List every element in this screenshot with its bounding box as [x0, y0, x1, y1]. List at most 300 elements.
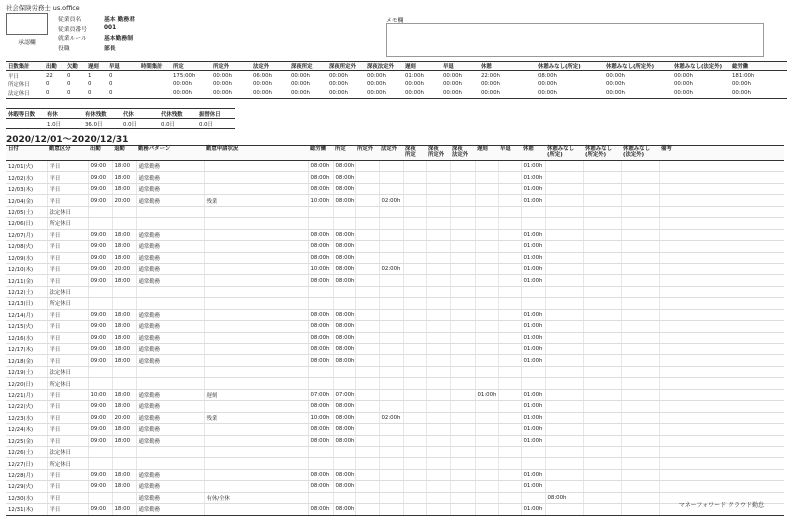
daily-cell: 09:00 [88, 401, 112, 412]
daily-cell [621, 389, 659, 400]
daily-cell: 平日 [47, 332, 88, 343]
office-name: 社会保険労務士 us.office [6, 4, 80, 12]
daily-cell [621, 355, 659, 366]
daily-cell [475, 275, 498, 286]
summary-cell: 00:00h [672, 89, 730, 98]
summary-cell: 00:00h [329, 81, 348, 88]
daily-cell [204, 446, 308, 457]
daily-cell [545, 263, 583, 274]
daily-cell [403, 206, 426, 217]
daily-cell [521, 446, 545, 457]
daily-cell [583, 183, 621, 194]
summary-cell: 22:00h [481, 72, 500, 79]
daily-cell [426, 286, 450, 297]
daily-cell: 01:00h [521, 263, 545, 274]
daily-cell [521, 378, 545, 389]
daily-cell [659, 435, 784, 446]
daily-cell: 平日 [47, 424, 88, 435]
daily-cell [498, 229, 521, 240]
daily-cell [545, 321, 583, 332]
daily-cell [475, 229, 498, 240]
daily-cell [659, 366, 784, 377]
daily-cell: 20:00 [112, 195, 136, 206]
daily-cell [403, 504, 426, 515]
daily-cell: 09:00 [88, 332, 112, 343]
daily-cell: 平日 [47, 195, 88, 206]
summary-cell: 0 [67, 72, 71, 79]
daily-cell [204, 309, 308, 320]
daily-cell: 01:00h [521, 504, 545, 515]
daily-cell: 12/24(木) [6, 424, 47, 435]
daily-cell [583, 298, 621, 309]
daily-cell [583, 309, 621, 320]
daily-cell [204, 161, 308, 172]
summary-cell: 0 [86, 89, 107, 98]
employee-number-row [55, 24, 138, 34]
daily-cell [475, 161, 498, 172]
daily-cell: 01:00h [475, 389, 498, 400]
daily-cell [426, 492, 450, 503]
daily-cell: 08:00h [308, 481, 333, 492]
daily-cell [475, 195, 498, 206]
daily-cell: 09:00 [88, 355, 112, 366]
daily-cell [498, 446, 521, 457]
summary-table [6, 61, 787, 99]
daily-cell [659, 469, 784, 480]
daily-row [6, 504, 784, 515]
daily-cell: 10:00h [308, 263, 333, 274]
daily-cell: 09:00 [88, 241, 112, 252]
daily-cell [450, 298, 475, 309]
daily-cell [545, 458, 583, 469]
daily-cell [379, 469, 403, 480]
period-title: 2020/12/01〜2020/12/31 [6, 135, 129, 145]
leave-value-cell [6, 119, 45, 129]
summary-header-cell: 時間集計 [139, 62, 171, 71]
daily-cell [355, 309, 379, 320]
daily-cell [355, 492, 379, 503]
daily-cell [583, 206, 621, 217]
daily-cell [583, 378, 621, 389]
daily-row [6, 275, 784, 286]
daily-cell: 12/28(月) [6, 469, 47, 480]
daily-cell [475, 252, 498, 263]
daily-cell [545, 481, 583, 492]
employee-name-row [55, 14, 138, 24]
daily-cell [450, 481, 475, 492]
daily-cell: 08:00h [308, 355, 333, 366]
daily-cell: 08:00h [308, 424, 333, 435]
daily-cell [426, 309, 450, 320]
summary-cell: 01:00h [405, 72, 424, 79]
daily-cell: 通常勤務 [136, 389, 204, 400]
daily-row [6, 172, 784, 183]
daily-cell: 12/31(木) [6, 504, 47, 515]
summary-header-cell: 休憩みなし(所定) [536, 62, 604, 71]
daily-cell: 09:00 [88, 172, 112, 183]
daily-cell: 18:00 [112, 355, 136, 366]
daily-cell [379, 458, 403, 469]
leave-value-cell: 0.0日 [197, 119, 235, 129]
daily-cell: 08:00h [333, 412, 355, 423]
summary-header-cell: 早退 [441, 62, 479, 71]
daily-cell [621, 172, 659, 183]
daily-cell [379, 275, 403, 286]
daily-cell [450, 183, 475, 194]
daily-cell [621, 161, 659, 172]
daily-cell [545, 412, 583, 423]
daily-cell: 12/17(木) [6, 344, 47, 355]
daily-cell [355, 241, 379, 252]
daily-cell: 18:00 [112, 424, 136, 435]
daily-cell [204, 252, 308, 263]
daily-cell: 平日 [47, 321, 88, 332]
daily-header-cell: 所定 [333, 146, 355, 161]
daily-cell [112, 206, 136, 217]
daily-cell [659, 355, 784, 366]
daily-row [6, 492, 784, 503]
daily-cell [583, 366, 621, 377]
daily-cell [426, 435, 450, 446]
summary-cell: 00:00h [211, 89, 251, 98]
daily-cell [498, 218, 521, 229]
summary-cell [139, 89, 171, 98]
daily-cell [355, 183, 379, 194]
daily-cell [450, 218, 475, 229]
daily-cell: 平日 [47, 275, 88, 286]
daily-row [6, 366, 784, 377]
daily-cell: 08:00h [333, 252, 355, 263]
daily-cell [475, 183, 498, 194]
daily-cell: 12/26(土) [6, 446, 47, 457]
daily-cell: 01:00h [521, 229, 545, 240]
daily-cell [308, 446, 333, 457]
summary-cell: 00:00h [732, 81, 751, 88]
daily-cell [659, 344, 784, 355]
daily-cell: 通常勤務 [136, 321, 204, 332]
daily-row [6, 481, 784, 492]
daily-cell [583, 424, 621, 435]
daily-cell: 12/30(水) [6, 492, 47, 503]
summary-cell: 00:00h [403, 89, 441, 98]
daily-cell [204, 378, 308, 389]
daily-cell [621, 435, 659, 446]
daily-cell [450, 229, 475, 240]
daily-cell [621, 218, 659, 229]
daily-cell [379, 344, 403, 355]
leave-value-cell: 36.0日 [83, 119, 121, 129]
summary-cell: 0 [109, 81, 113, 88]
daily-cell [621, 481, 659, 492]
summary-header-row [6, 62, 787, 71]
daily-cell: 20:00 [112, 412, 136, 423]
leave-header-row [6, 109, 235, 119]
daily-cell [403, 275, 426, 286]
daily-row [6, 298, 784, 309]
daily-cell: 18:00 [112, 252, 136, 263]
daily-cell: 02:00h [379, 195, 403, 206]
daily-cell [204, 298, 308, 309]
daily-cell [426, 195, 450, 206]
daily-cell [204, 263, 308, 274]
daily-cell [545, 504, 583, 515]
daily-cell [403, 389, 426, 400]
daily-cell [355, 355, 379, 366]
daily-cell [308, 492, 333, 503]
work-rule-row [55, 33, 138, 43]
daily-cell: 08:00h [333, 172, 355, 183]
daily-cell [403, 458, 426, 469]
daily-cell [621, 206, 659, 217]
daily-cell: 平日 [47, 172, 88, 183]
daily-cell: 01:00h [521, 241, 545, 252]
daily-cell [498, 504, 521, 515]
daily-cell: 通常勤務 [136, 241, 204, 252]
daily-cell: 平日 [47, 389, 88, 400]
daily-cell [545, 309, 583, 320]
daily-cell [450, 172, 475, 183]
daily-cell [659, 298, 784, 309]
daily-cell [112, 458, 136, 469]
summary-header-cell: 深夜法定外 [365, 62, 403, 71]
summary-cell: 0 [109, 72, 113, 79]
daily-cell [450, 355, 475, 366]
daily-cell [521, 366, 545, 377]
daily-cell: 12/22(火) [6, 401, 47, 412]
daily-cell [475, 172, 498, 183]
info-value: 001 [104, 25, 117, 32]
daily-cell: 08:00h [333, 344, 355, 355]
daily-cell: 通常勤務 [136, 492, 204, 503]
daily-cell [583, 469, 621, 480]
daily-cell: 通常勤務 [136, 275, 204, 286]
summary-cell: 00:00h [405, 81, 424, 88]
daily-row [6, 241, 784, 252]
daily-cell [379, 321, 403, 332]
daily-cell [583, 355, 621, 366]
daily-cell [498, 366, 521, 377]
daily-cell [545, 229, 583, 240]
daily-cell [450, 195, 475, 206]
daily-cell [621, 401, 659, 412]
daily-cell: 08:00h [308, 183, 333, 194]
daily-cell: 18:00 [112, 275, 136, 286]
daily-cell: 18:00 [112, 481, 136, 492]
daily-cell [621, 412, 659, 423]
daily-cell [475, 355, 498, 366]
daily-cell [659, 401, 784, 412]
daily-cell [659, 241, 784, 252]
daily-cell: 12/14(月) [6, 309, 47, 320]
daily-row [6, 344, 784, 355]
daily-cell [308, 378, 333, 389]
daily-cell [659, 229, 784, 240]
daily-cell: 12/10(木) [6, 263, 47, 274]
daily-cell [545, 332, 583, 343]
daily-cell: 09:00 [88, 183, 112, 194]
daily-cell [659, 321, 784, 332]
daily-cell [621, 424, 659, 435]
daily-cell [498, 492, 521, 503]
daily-cell [659, 263, 784, 274]
summary-cell: 00:00h [253, 81, 272, 88]
daily-row [6, 309, 784, 320]
daily-cell [475, 286, 498, 297]
daily-cell [355, 435, 379, 446]
daily-cell [545, 469, 583, 480]
daily-cell [545, 446, 583, 457]
daily-header-cell: 所定外 [355, 146, 379, 161]
daily-cell [403, 378, 426, 389]
daily-row [6, 286, 784, 297]
summary-cell: 00:00h [251, 89, 289, 98]
daily-cell: 08:00h [333, 275, 355, 286]
daily-cell: 08:00h [333, 263, 355, 274]
daily-cell [621, 344, 659, 355]
daily-cell: 平日 [47, 183, 88, 194]
daily-cell: 12/05(土) [6, 206, 47, 217]
daily-cell: 01:00h [521, 481, 545, 492]
daily-cell [621, 241, 659, 252]
daily-cell: 08:00h [333, 435, 355, 446]
approval-label: 承認欄 [18, 40, 36, 46]
daily-cell: 10:00h [308, 412, 333, 423]
daily-cell [136, 206, 204, 217]
daily-cell [403, 218, 426, 229]
daily-cell: 08:00h [308, 435, 333, 446]
daily-cell [403, 412, 426, 423]
daily-cell [403, 286, 426, 297]
daily-cell: 18:00 [112, 435, 136, 446]
daily-cell: 01:00h [521, 321, 545, 332]
daily-cell: 12/19(土) [6, 366, 47, 377]
daily-cell [621, 298, 659, 309]
daily-cell: 12/15(火) [6, 321, 47, 332]
leave-value-cell: 1.0日 [45, 119, 83, 129]
daily-header-cell: 深夜 所定外 [426, 146, 450, 161]
daily-cell [426, 183, 450, 194]
daily-cell [355, 378, 379, 389]
daily-cell: 01:00h [521, 412, 545, 423]
daily-cell [521, 458, 545, 469]
daily-row [6, 206, 784, 217]
daily-row [6, 446, 784, 457]
daily-cell [498, 401, 521, 412]
daily-header-cell: 深夜 所定 [403, 146, 426, 161]
daily-cell [88, 378, 112, 389]
daily-cell: 01:00h [521, 275, 545, 286]
daily-cell [621, 469, 659, 480]
daily-cell [583, 172, 621, 183]
daily-cell [379, 446, 403, 457]
daily-cell [450, 504, 475, 515]
daily-cell [475, 344, 498, 355]
daily-cell [659, 275, 784, 286]
daily-cell [521, 286, 545, 297]
daily-cell [621, 378, 659, 389]
daily-cell [136, 446, 204, 457]
daily-cell [545, 378, 583, 389]
daily-cell [379, 183, 403, 194]
daily-cell: 残業 [204, 412, 308, 423]
daily-cell [450, 366, 475, 377]
daily-cell [450, 492, 475, 503]
daily-cell: 通常勤務 [136, 412, 204, 423]
daily-row [6, 252, 784, 263]
daily-cell [88, 298, 112, 309]
daily-header-cell: 早退 [498, 146, 521, 161]
daily-cell [333, 298, 355, 309]
daily-cell [355, 275, 379, 286]
daily-cell: 08:00h [333, 424, 355, 435]
daily-cell [659, 252, 784, 263]
daily-cell [355, 218, 379, 229]
daily-cell: 01:00h [521, 161, 545, 172]
daily-cell: 08:00h [308, 275, 333, 286]
daily-cell: 01:00h [521, 435, 545, 446]
daily-cell [426, 458, 450, 469]
position-row [55, 43, 138, 53]
daily-cell [583, 275, 621, 286]
daily-cell [450, 241, 475, 252]
summary-cell: 所定休日 [8, 82, 30, 89]
daily-cell [204, 332, 308, 343]
daily-cell [621, 195, 659, 206]
daily-cell: 08:00h [308, 344, 333, 355]
daily-cell [583, 389, 621, 400]
daily-cell [403, 401, 426, 412]
daily-cell [545, 401, 583, 412]
daily-cell [379, 298, 403, 309]
daily-cell: 12/07(月) [6, 229, 47, 240]
daily-cell: 18:00 [112, 389, 136, 400]
daily-cell [498, 424, 521, 435]
daily-cell [204, 435, 308, 446]
summary-cell: 175:00h [173, 72, 196, 79]
daily-cell: 12/04(金) [6, 195, 47, 206]
daily-cell [583, 458, 621, 469]
daily-cell [112, 366, 136, 377]
daily-cell [545, 355, 583, 366]
daily-cell [498, 332, 521, 343]
daily-cell: 10:00h [308, 195, 333, 206]
daily-cell: 02:00h [379, 412, 403, 423]
daily-cell: 通常勤務 [136, 309, 204, 320]
daily-cell [450, 309, 475, 320]
daily-cell [308, 458, 333, 469]
daily-cell [475, 321, 498, 332]
daily-header-cell: 勤怠申請状況 [204, 146, 308, 161]
daily-row [6, 218, 784, 229]
daily-cell [426, 378, 450, 389]
daily-cell: 12/12(土) [6, 286, 47, 297]
daily-cell [621, 504, 659, 515]
info-label: 従業員名 [58, 17, 82, 24]
daily-cell [659, 412, 784, 423]
daily-header-cell: 休憩みなし (所定) [545, 146, 583, 161]
summary-header-cell: 所定外 [211, 62, 251, 71]
daily-cell [355, 504, 379, 515]
daily-cell: 通常勤務 [136, 424, 204, 435]
daily-cell [403, 321, 426, 332]
daily-cell [545, 366, 583, 377]
daily-cell [583, 332, 621, 343]
daily-cell: 通常勤務 [136, 504, 204, 515]
daily-cell [379, 378, 403, 389]
daily-cell [426, 344, 450, 355]
daily-cell [621, 446, 659, 457]
daily-cell [659, 206, 784, 217]
